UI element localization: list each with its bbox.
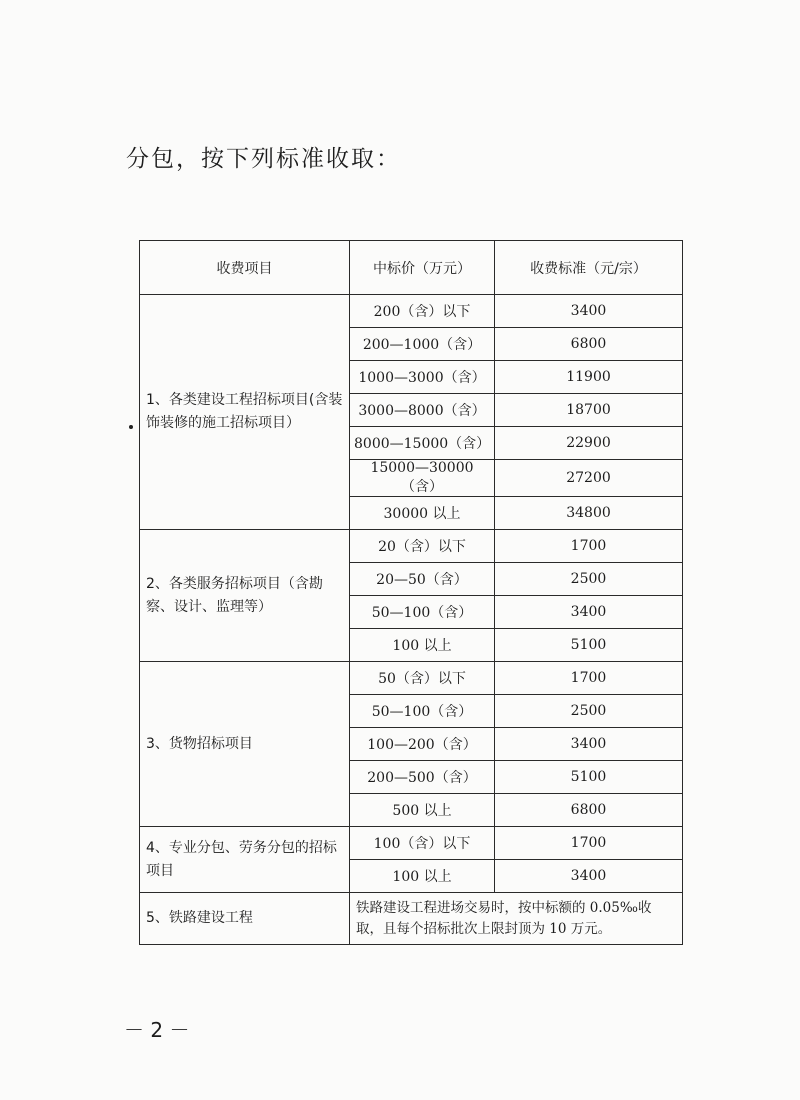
category-cell: 3、货物招标项目: [140, 662, 350, 827]
fee-cell: 34800: [495, 497, 683, 530]
fee-cell: 6800: [495, 794, 683, 827]
fee-cell: 18700: [495, 394, 683, 427]
price-range-cell: 200（含）以下: [350, 295, 495, 328]
price-range-cell: 200—500（含）: [350, 761, 495, 794]
fee-table: [139, 240, 683, 945]
fee-cell: 1700: [495, 662, 683, 695]
fee-cell: 6800: [495, 328, 683, 361]
price-range-cell: 200—1000（含）: [350, 328, 495, 361]
price-range-cell: 8000—15000（含）: [350, 427, 495, 460]
fee-cell: 27200: [495, 460, 683, 497]
scan-speck: [129, 425, 133, 429]
header-fee: 收费标准（元/宗）: [495, 241, 683, 295]
fee-cell: 3400: [495, 860, 683, 893]
table-row-railway: [140, 893, 683, 945]
price-range-cell: 100 以上: [350, 629, 495, 662]
price-range-cell: 20（含）以下: [350, 530, 495, 563]
fee-cell: 2500: [495, 563, 683, 596]
category-cell: 1、各类建设工程招标项目(含装饰装修的施工招标项目）: [140, 295, 350, 530]
fee-cell: 1700: [495, 827, 683, 860]
category-cell: 2、各类服务招标项目（含勘察、设计、监理等）: [140, 530, 350, 662]
fee-cell: 3400: [495, 728, 683, 761]
table-row: [140, 827, 683, 860]
price-range-cell: 100—200（含）: [350, 728, 495, 761]
table-row: [140, 530, 683, 563]
fee-cell: 5100: [495, 761, 683, 794]
fee-cell: 22900: [495, 427, 683, 460]
fee-cell: 3400: [495, 295, 683, 328]
fee-cell: 3400: [495, 596, 683, 629]
price-range-cell: 100 以上: [350, 860, 495, 893]
category-cell: 5、铁路建设工程: [140, 893, 350, 945]
category-cell: 4、专业分包、劳务分包的招标项目: [140, 827, 350, 893]
price-range-cell: 50—100（含）: [350, 695, 495, 728]
table-body: [140, 295, 683, 945]
fee-cell: 2500: [495, 695, 683, 728]
table-header-row: [140, 241, 683, 295]
header-price: 中标价（万元）: [350, 241, 495, 295]
table-row: [140, 662, 683, 695]
price-range-cell: 20—50（含）: [350, 563, 495, 596]
header-item: 收费项目: [140, 241, 350, 295]
price-range-cell: 1000—3000（含）: [350, 361, 495, 394]
fee-cell: 1700: [495, 530, 683, 563]
price-range-cell: 30000 以上: [350, 497, 495, 530]
railway-fee-note: 铁路建设工程进场交易时，按中标额的 0.05‰收取，且每个招标批次上限封顶为 10 万元。: [350, 893, 683, 945]
price-range-cell: 50—100（含）: [350, 596, 495, 629]
price-range-cell: 50（含）以下: [350, 662, 495, 695]
fee-cell: 11900: [495, 361, 683, 394]
price-range-cell: 500 以上: [350, 794, 495, 827]
intro-text: 分包，按下列标准收取：: [126, 146, 401, 172]
price-range-cell: 3000—8000（含）: [350, 394, 495, 427]
price-range-cell: 15000—30000（含）: [350, 460, 495, 497]
page-number: － 2 －: [124, 1018, 190, 1042]
fee-cell: 5100: [495, 629, 683, 662]
price-range-cell: 100（含）以下: [350, 827, 495, 860]
table-row: [140, 295, 683, 328]
